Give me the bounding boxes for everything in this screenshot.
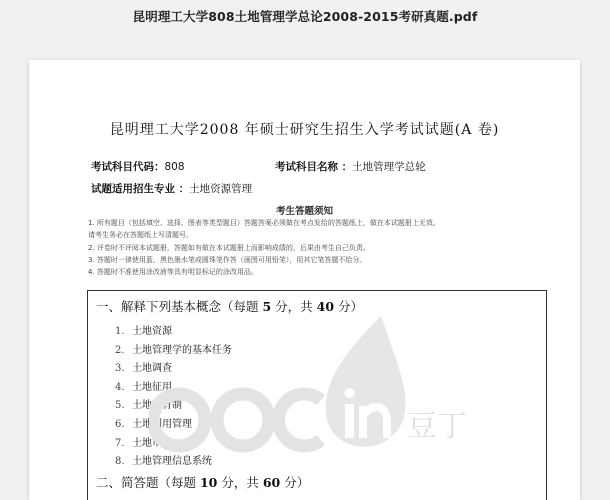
applicable-major-label: 试题适用招生专业 ：	[91, 183, 190, 195]
list-item: 3. 土地调查	[115, 363, 172, 375]
pdf-page[interactable]	[29, 60, 580, 500]
notice-line: 1. 所有题目（包括填空、选择、图表等类型题目）答题答案必须做在考点发给的答题纸上，做在本试题册上无效。	[88, 219, 440, 227]
notice-line: 请考生务必在答题纸上写清题号。	[88, 231, 193, 240]
document-filename: 昆明理工大学808土地管理学总论2008-2015考研真题.pdf	[132, 9, 478, 24]
subject-code	[91, 159, 185, 174]
question-box	[87, 290, 547, 500]
exam-title: 昆明理工大学2008 年硕士研究生招生入学考试试题(A 卷)	[109, 122, 500, 138]
applicable-major	[91, 181, 252, 196]
applicable-major-value: 土地资源管理	[189, 183, 253, 195]
title-bar	[0, 0, 610, 36]
subject-name-label: 考试科目名称 ：	[275, 161, 353, 173]
list-item: 5. 土地所有制	[115, 400, 182, 412]
notice-line: 4. 答题时不准使用涂改液等具有明显标记的涂改用品。	[88, 268, 258, 277]
list-item: 1. 土地资源	[115, 326, 172, 337]
subject-name	[275, 159, 426, 174]
list-item: 4. 土地征用	[115, 381, 172, 393]
watermark-chinese: 豆丁	[407, 409, 467, 444]
notice-line: 3. 答题时一律使用蓝、黑色墨水笔或圆珠笔作答（画图可用铅笔），用其它笔答题不给分。	[88, 255, 367, 264]
notice-title: 考生答题须知	[275, 206, 333, 217]
notice-line: 2. 评卷时不评阅本试题册，答题如有做在本试题册上而影响成绩的，后果由考生自己负责。	[88, 243, 370, 252]
section-1-items	[115, 322, 232, 471]
section-1-title: 一、解释下列基本概念（每题 5 分，共 40 分）	[96, 299, 364, 314]
list-item: 7. 土地市场	[115, 437, 172, 449]
list-item: 2. 土地管理学的基本任务	[115, 344, 232, 356]
subject-code-label: 考试科目代码：	[91, 161, 165, 173]
subject-code-value: 808	[164, 161, 185, 173]
notice-list	[88, 217, 528, 278]
list-item: 8. 土地管理信息系统	[115, 456, 212, 468]
subject-name-value: 土地管理学总轮	[352, 161, 426, 173]
section-2-title: 二、简答题（每题 10 分，共 60 分）	[96, 475, 310, 490]
list-item: 6. 土地利用管理	[115, 418, 192, 430]
